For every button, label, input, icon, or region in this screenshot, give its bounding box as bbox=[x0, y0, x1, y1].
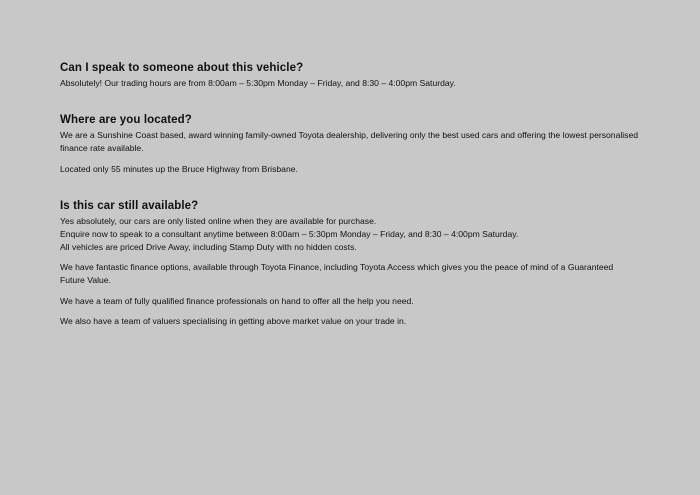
faq-item-availability bbox=[60, 198, 640, 329]
faq-answer-paragraph bbox=[60, 261, 640, 287]
faq-answer-paragraph bbox=[60, 315, 640, 328]
faq-answer-line: Enquire now to speak to a consultant anytime between 8:00am – 5:30pm Monday – Friday, and 8:30 – 4:00pm Saturday. bbox=[60, 228, 519, 239]
faq-answer-line: We are a Sunshine Coast based, award winning family-owned Toyota dealership, delivering only the best used cars and offering the lowest personalised finance rate available. bbox=[60, 130, 639, 153]
faq-answer-line: Absolutely! Our trading hours are from 8:00am – 5:30pm Monday – Friday, and 8:30 – 4:00pm Saturday. bbox=[60, 78, 456, 88]
faq-answer-line: We have a team of fully qualified finance professionals on hand to offer all the help you need. bbox=[60, 295, 414, 306]
faq-item-location bbox=[60, 112, 640, 176]
faq-answer-paragraph bbox=[60, 163, 640, 176]
faq-answer-paragraph bbox=[60, 295, 640, 308]
faq-answer-paragraph bbox=[60, 215, 640, 254]
faq-answer-line: All vehicles are priced Drive Away, including Stamp Duty with no hidden costs. bbox=[60, 241, 357, 252]
faq-question: Is this car still available? bbox=[60, 199, 199, 212]
faq-answer-line: Yes absolutely, our cars are only listed online when they are available for purchase. bbox=[60, 215, 377, 226]
faq-answer-line: We also have a team of valuers specialising in getting above market value on your trade in. bbox=[60, 316, 407, 326]
faq-answer-paragraph bbox=[60, 77, 640, 90]
faq-answer-line: We have fantastic finance options, available through Toyota Finance, including Toyota Access which gives you the peace of mind of a Guaranteed Future Value. bbox=[60, 262, 614, 285]
faq-item-contact bbox=[60, 60, 640, 90]
faq-answer-line: Located only 55 minutes up the Bruce Highway from Brisbane. bbox=[60, 163, 298, 174]
faq-question: Can I speak to someone about this vehicle? bbox=[60, 62, 304, 74]
faq-question: Where are you located? bbox=[60, 114, 192, 126]
faq-answer-paragraph bbox=[60, 129, 640, 155]
